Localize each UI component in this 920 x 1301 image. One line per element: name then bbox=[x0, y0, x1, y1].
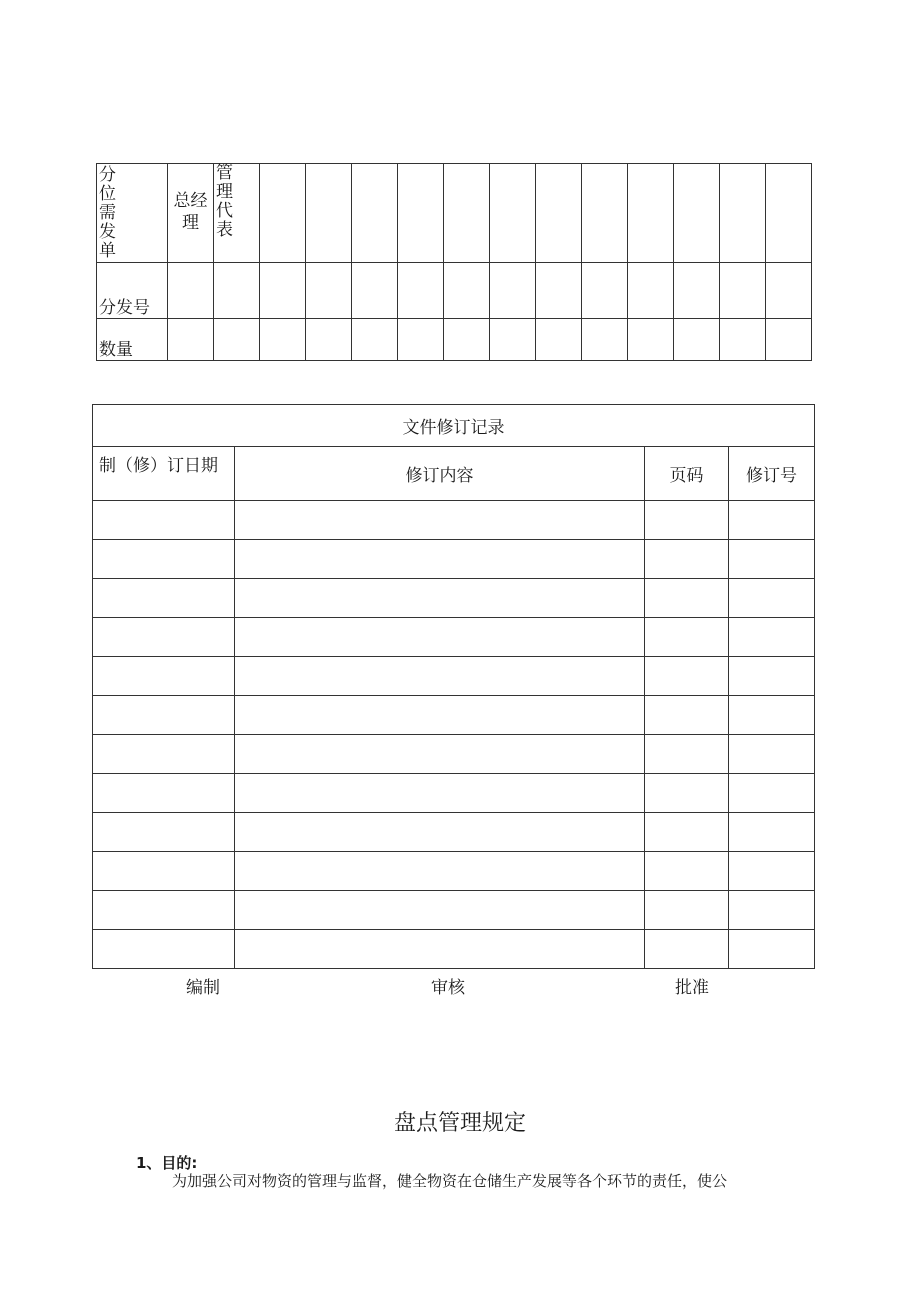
sig-approved: 批准 bbox=[675, 978, 709, 998]
table-row bbox=[93, 657, 815, 696]
table-row bbox=[93, 735, 815, 774]
table-row bbox=[93, 579, 815, 618]
dist-label-quantity: 数量 bbox=[97, 319, 168, 361]
table-row bbox=[93, 852, 815, 891]
revision-table bbox=[92, 404, 815, 969]
dist-role-mr: 管理代表 bbox=[214, 164, 260, 263]
header-page: 页码 bbox=[645, 447, 729, 501]
section-heading: 1、目的: bbox=[136, 1154, 198, 1172]
table-row bbox=[93, 696, 815, 735]
section-paragraph: 为加强公司对物资的管理与监督，健全物资在仓储生产发展等各个环节的责任，使公 bbox=[172, 1172, 728, 1190]
sig-prepared: 编制 bbox=[186, 978, 220, 998]
table-row bbox=[93, 813, 815, 852]
table-row bbox=[93, 891, 815, 930]
table-row bbox=[93, 930, 815, 969]
dist-role-gm: 总经理 bbox=[168, 164, 214, 263]
header-revision-no: 修订号 bbox=[729, 447, 815, 501]
header-date: 制（修）订日期 bbox=[93, 447, 235, 501]
revision-title: 文件修订记录 bbox=[93, 405, 815, 447]
table-row bbox=[93, 618, 815, 657]
document-title: 盘点管理规定 bbox=[393, 1111, 526, 1136]
table-row bbox=[93, 540, 815, 579]
header-content: 修订内容 bbox=[235, 447, 645, 501]
dist-label-number: 分发号 bbox=[97, 263, 168, 319]
sig-reviewed: 审核 bbox=[431, 978, 465, 998]
table-row bbox=[93, 774, 815, 813]
dist-label-units: 分位需发单 bbox=[97, 164, 168, 263]
table-row bbox=[93, 501, 815, 540]
distribution-table bbox=[96, 163, 812, 361]
